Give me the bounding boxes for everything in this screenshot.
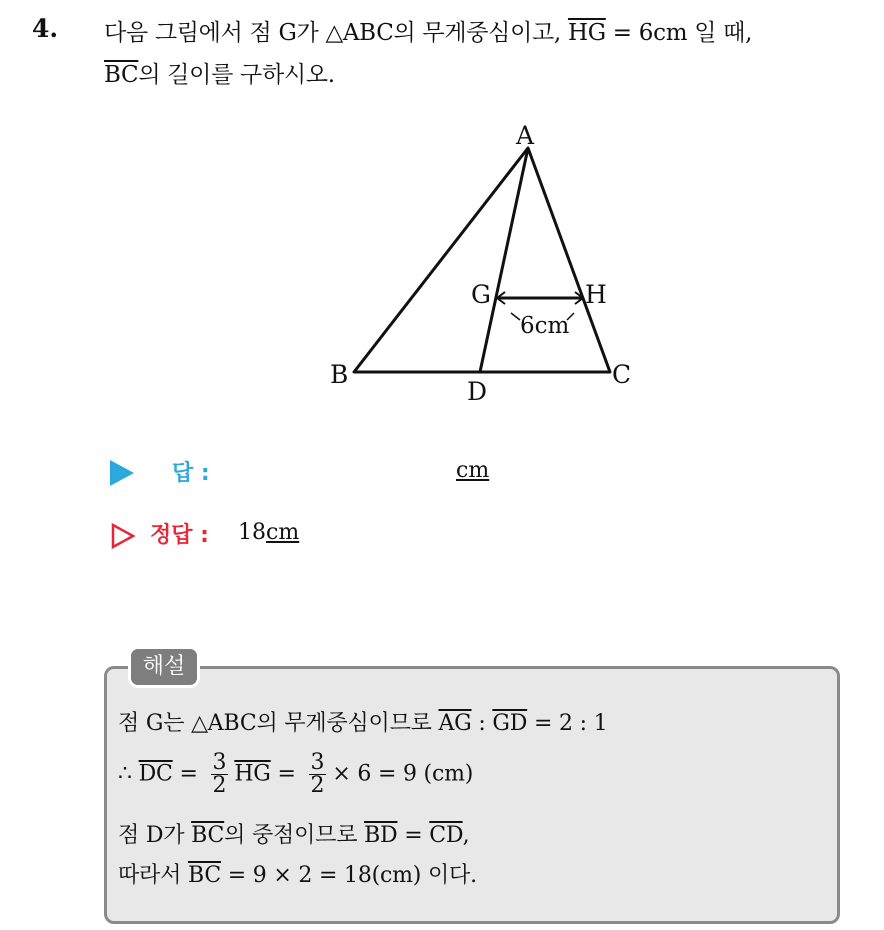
- fraction: [309, 752, 327, 797]
- solution-text: :: [471, 711, 493, 736]
- question-text-line1: [104, 14, 752, 47]
- segment-dc: $\overline{DC}$: [138, 761, 173, 787]
- solution-text: =: [172, 761, 205, 787]
- label-g: G: [471, 280, 491, 309]
- question-number: 4.: [32, 14, 59, 43]
- solution-line4: [118, 858, 477, 889]
- answer-unit: cm: [456, 458, 490, 483]
- solution-text: ,: [462, 823, 470, 848]
- solution-text: 점 G는 △ABC의 무게중심이므로: [118, 711, 439, 736]
- correct-answer-row: [110, 518, 610, 558]
- segment-bc: $\overline{BC}$: [187, 863, 221, 888]
- solution-text: × 6 = 9 (cm): [332, 761, 474, 787]
- solution-line3: [118, 818, 469, 849]
- solution-line1: [118, 706, 607, 737]
- triangle-abc: [354, 148, 610, 372]
- play-arrow-icon: [110, 460, 134, 486]
- segment-ag: $\overline{AG}$: [438, 711, 472, 736]
- segment-bc: $\overline{BC}$: [104, 62, 139, 88]
- fraction: [211, 752, 229, 797]
- answer-label: 답 :: [172, 461, 210, 486]
- label-d: D: [467, 377, 488, 406]
- segment-hg: $\overline{HG}$: [567, 20, 606, 46]
- solution-text: =: [397, 823, 430, 848]
- solution-text: 의 중점이므로: [224, 823, 365, 848]
- segment-bc: $\overline{BC}$: [191, 823, 225, 848]
- label-b: B: [330, 360, 349, 389]
- fraction-denominator: 2: [212, 773, 227, 798]
- correct-answer-number: 18: [238, 520, 266, 545]
- solution-line2: [118, 752, 473, 808]
- label-c: C: [612, 360, 632, 389]
- question-text-part: 다음 그림에서 점 G가 △ABC의 무게중심이고,: [104, 20, 568, 46]
- fraction-numerator: 3: [310, 750, 325, 775]
- segment-gd: $\overline{GD}$: [492, 711, 528, 736]
- solution-tab: 해설: [128, 646, 200, 688]
- correct-answer-unit: cm: [266, 520, 300, 545]
- segment-bd: $\overline{BD}$: [364, 823, 398, 848]
- question-text-part: 의 길이를 구하시오.: [138, 62, 335, 88]
- outline-arrow-icon: [110, 522, 136, 550]
- answer-row: [110, 456, 610, 492]
- fraction-numerator: 3: [212, 750, 227, 775]
- solution-text: =: [270, 761, 303, 787]
- question-text-part: = 6cm 일 때,: [605, 20, 753, 46]
- solution-text: = 9 × 2 = 18(cm) 이다.: [220, 863, 477, 888]
- solution-text: 따라서: [118, 863, 188, 888]
- label-a: A: [516, 121, 535, 150]
- length-label: 6cm: [520, 313, 570, 339]
- segment-cd: $\overline{CD}$: [429, 823, 463, 848]
- label-h: H: [585, 280, 607, 309]
- fraction-denominator: 2: [310, 773, 325, 798]
- question-text-line2: [104, 56, 335, 89]
- triangle-figure: [320, 118, 650, 410]
- solution-text: 점 D가: [118, 823, 192, 848]
- solution-text: ∴: [118, 761, 139, 787]
- solution-text: = 2 : 1: [527, 711, 608, 736]
- segment-hg: $\overline{HG}$: [234, 761, 271, 787]
- correct-answer-label: 정답 :: [150, 523, 209, 548]
- dimension-tick: [511, 313, 520, 320]
- correct-answer-value: [238, 520, 299, 545]
